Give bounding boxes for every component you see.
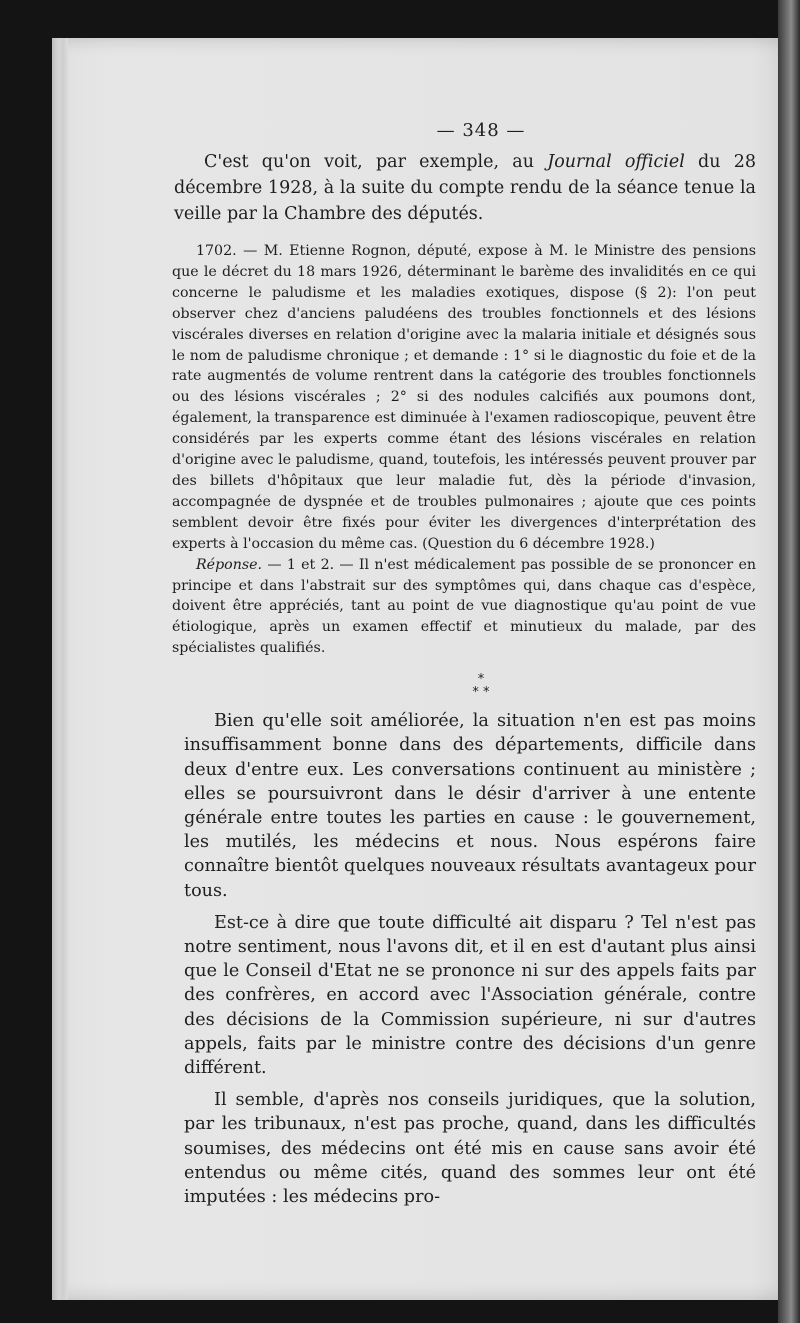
page-number: — 348 — [436, 120, 526, 141]
reponse-text: — 1 et 2. — Il n'est médicalement pas possible de se prononcer en principe et dans l'abstrait sur des symptômes qui, dans chaque cas d'espèce, doivent être appréciés, tant au point de vue diagnostique qu'au point de vue étiologique, après un examen effectif et minutieux du malade, par des spécialistes qualifiés. [172, 556, 756, 657]
asterism-separator [170, 673, 756, 699]
page-stack-edge [778, 0, 800, 1323]
page-text [170, 120, 756, 1209]
body-paragraph-1: Bien qu'elle soit améliorée, la situation n'en est pas moins insuffisamment bonne dans des départements, difficile dans deux d'entre eux. Les conversations continuent au ministère ; elles se poursuivront dans le désir d'arriver à une entente générale entre toutes les parties en cause : le gouvernement, les mutilés, les médecins et nous. Nous espérons faire connaître bientôt quelques nouveaux résultats avantageux pour tous. [184, 711, 756, 901]
question-paragraph: 1702. — M. Etienne Rognon, député, expose à M. le Ministre des pensions que le décret du 18 mars 1926, déterminant le barème des invalidités en ce qui concerne le paludisme et les maladies exotiques, dispose (§ 2): l'on peut observer chez d'anciens paludéens des troubles fonctionnels et des lésions viscérales diverses en relation d'origine avec la malaria initiale et désignés sous le nom de paludisme chronique ; et demande : 1° si le diagnostic du foie et de la rate augmentés de volume rentrent dans la catégorie des troubles fonctionnels ou des lésions viscérales ; 2° si des nodules calcifiés aux poumons dont, également, la transparence est diminuée à l'examen radioscopique, peuvent être considérés par les experts comme étant des lésions viscérales en relation d'origine avec le paludisme, quand, toutefois, les intéressés peuvent prouver par des billets d'hôpitaux que leur maladie fut, dès la période d'invasion, accompagnée de dyspnée et de troubles pulmonaires ; ajoute que ces points semblent devoir être fixés pour éviter les divergences d'interprétation des experts à l'occasion du même cas. (Question du 6 décembre 1928.) [172, 243, 756, 552]
intro-before: C'est qu'on voit, par exemple, au [204, 152, 548, 172]
body-paragraph-3: Il semble, d'après nos conseils juridiques, que la solution, par les tribunaux, n'est pas proche, quand, dans les difficultés soumises, des médecins ont été mis en cause sans avoir été entendus ou même cités, quand des sommes leur ont été imputées : les médecins pro- [184, 1090, 756, 1207]
journal-title: Journal officiel [547, 152, 685, 172]
reponse-paragraph [172, 555, 756, 660]
asterism-top: * [477, 672, 485, 688]
body-paragraph-2: Est-ce à dire que toute difficulté ait disparu ? Tel n'est pas notre sentiment, nous l'avons dit, et il en est d'autant plus ainsi que le Conseil d'Etat ne se prononce ni sur des appels faits par des confrères, en accord avec l'Association générale, contre des décisions de la Commission supérieure, ni sur d'autres appels, faits par le ministre contre des décisions d'un genre différent. [184, 912, 756, 1078]
asterism-bottom: * * [472, 685, 490, 701]
intro-after: du 28 décembre 1928, à la suite du compte rendu de la séance tenue la veille par la Chambre des députés. [174, 152, 756, 224]
reponse-label: Réponse. [196, 556, 263, 573]
intro-paragraph [174, 149, 756, 227]
page-binding-edge [52, 38, 68, 1300]
